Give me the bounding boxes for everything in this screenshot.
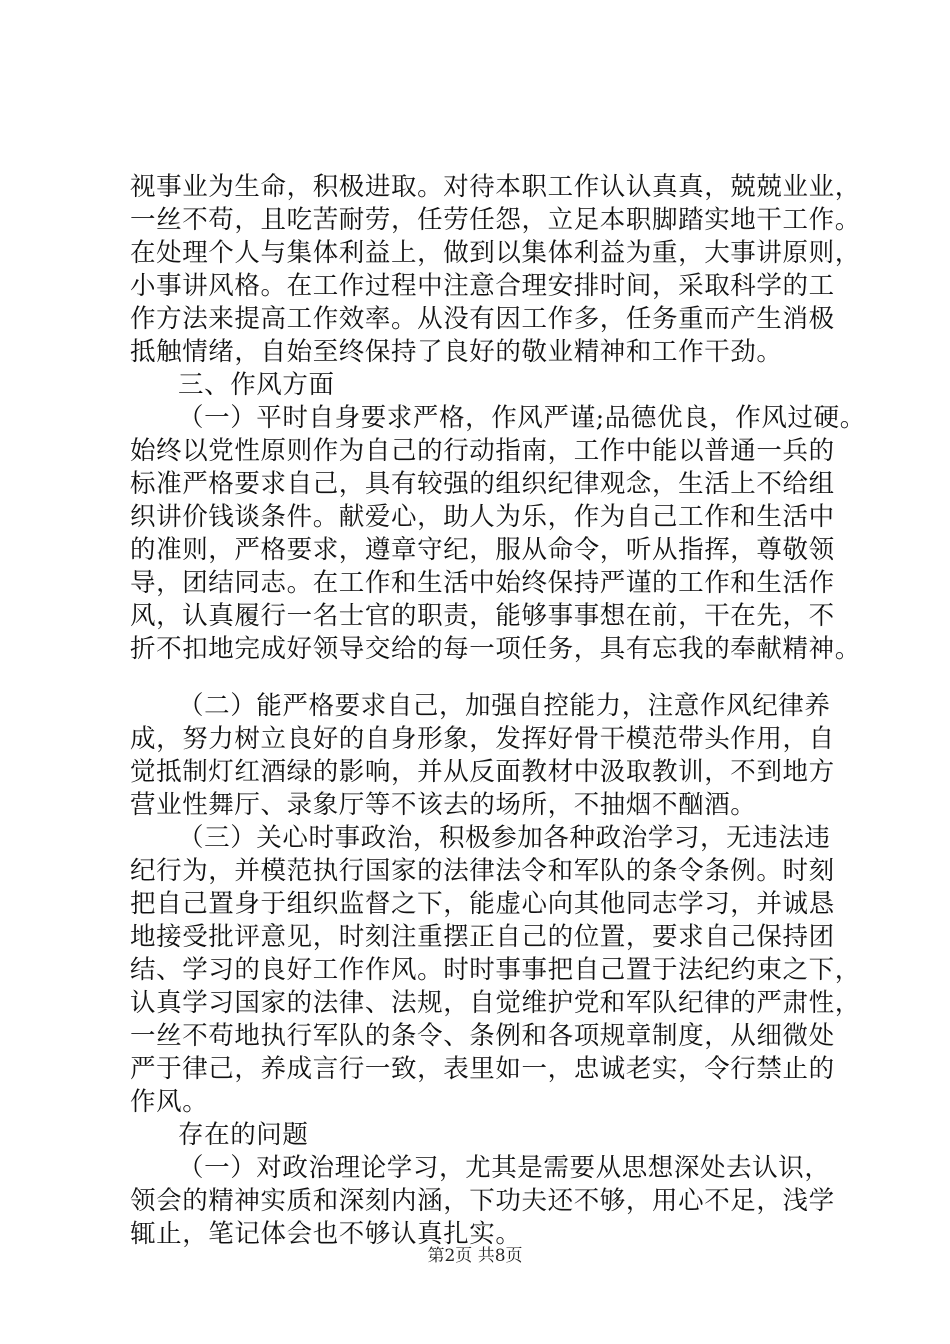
- text-line: 严于律己，养成言行一致，表里如一，忠诚老实，令行禁止的: [130, 1054, 835, 1084]
- text-line: 成，努力树立良好的自身形象，发挥好骨干模范带头作用，自: [130, 724, 835, 754]
- text-line: 始终以党性原则作为自己的行动指南，工作中能以普通一兵的: [130, 436, 835, 466]
- section-heading: 存在的问题: [178, 1120, 309, 1150]
- text-line: （二）能严格要求自己，加强自控能力，注意作风纪律养: [178, 691, 831, 721]
- section-heading: 三、作风方面: [178, 370, 335, 400]
- text-line: 作方法来提高工作效率。从没有因工作多，任务重而产生消极: [130, 304, 835, 334]
- text-line: 觉抵制灯红酒绿的影响，并从反面教材中汲取教训，不到地方: [130, 757, 835, 787]
- text-line: （三）关心时事政治，积极参加各种政治学习，无违法违: [178, 823, 831, 853]
- text-line: 认真学习国家的法律、法规，自觉维护党和军队纪律的严肃性，: [130, 988, 861, 1018]
- text-line: 抵触情绪，自始至终保持了良好的敬业精神和工作干劲。: [130, 337, 783, 367]
- text-line: 结、学习的良好工作作风。时时事事把自己置于法纪约束之下，: [130, 955, 861, 985]
- text-line: 在处理个人与集体利益上，做到以集体利益为重，大事讲原则，: [130, 238, 861, 268]
- text-line: 导，团结同志。在工作和生活中始终保持严谨的工作和生活作: [130, 568, 835, 598]
- text-line: 辄止，笔记体会也不够认真扎实。: [130, 1219, 522, 1249]
- text-line: 风，认真履行一名士官的职责，能够事事想在前，干在先，不: [130, 601, 835, 631]
- text-line: （一）对政治理论学习，尤其是需要从思想深处去认识，: [178, 1153, 831, 1183]
- text-line: 一丝不苟，且吃苦耐劳，任劳任怨，立足本职脚踏实地干工作。: [130, 205, 861, 235]
- text-line: 折不扣地完成好领导交给的每一项任务，具有忘我的奉献精神。: [130, 634, 861, 664]
- text-line: 视事业为生命，积极进取。对待本职工作认认真真，兢兢业业，: [130, 172, 861, 202]
- text-line: 纪行为，并模范执行国家的法律法令和军队的条令条例。时刻: [130, 856, 835, 886]
- text-line: 织讲价钱谈条件。献爱心，助人为乐，作为自己工作和生活中: [130, 502, 835, 532]
- text-line: 地接受批评意见，时刻注重摆正自己的位置，要求自己保持团: [130, 922, 835, 952]
- text-line: 把自己置身于组织监督之下，能虚心向其他同志学习，并诚恳: [130, 889, 835, 919]
- text-line: 的准则，严格要求，遵章守纪，服从命令，听从指挥，尊敬领: [130, 535, 835, 565]
- text-line: 标准严格要求自己，具有较强的组织纪律观念，生活上不给组: [130, 469, 835, 499]
- text-line: （一）平时自身要求严格，作风严谨;品德优良，作风过硬。: [178, 403, 866, 433]
- text-line: 小事讲风格。在工作过程中注意合理安排时间，采取科学的工: [130, 271, 835, 301]
- text-line: 一丝不苟地执行军队的条令、条例和各项规章制度，从细微处: [130, 1021, 835, 1051]
- page-number-footer: 第2页 共8页: [427, 1246, 523, 1266]
- text-line: 营业性舞厅、录象厅等不该去的场所，不抽烟不酗酒。: [130, 790, 757, 820]
- text-line: 作风。: [130, 1087, 209, 1117]
- text-line: 领会的精神实质和深刻内涵，下功夫还不够，用心不足，浅学: [130, 1186, 835, 1216]
